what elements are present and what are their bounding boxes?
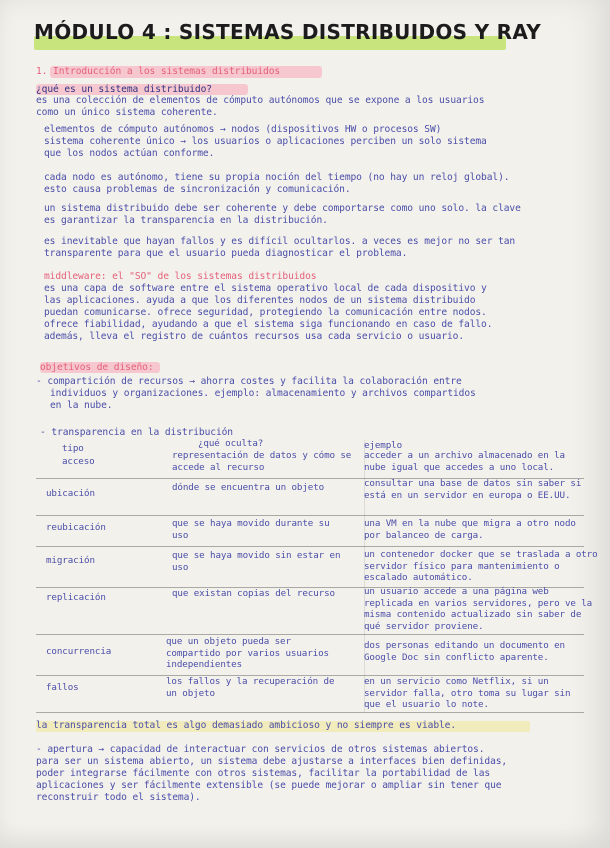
col-header-example: ejemplo [364, 440, 403, 451]
elements-line: sistema coherente único → los usuarios o aplicaciones perciben un solo sistema [44, 136, 487, 147]
table-rule [36, 634, 584, 635]
table-rule [36, 546, 584, 547]
row-hides: que existan copias del recurso [172, 588, 335, 599]
row-type: ubicación [46, 488, 95, 499]
col-header-hides: ¿qué oculta? [198, 438, 264, 449]
openness-line: aplicaciones y ser fácilmente extensible (se puede mejorar o ampliar sin tener que [36, 780, 502, 791]
elements-line: que los nodos actúan conforme. [44, 148, 215, 159]
col-header-type: tipo [62, 443, 84, 454]
row-example: un usuario accede a una página web replicada en varios servidores, pero ve la misma contenido actualizado sin saber de qué servidor proviene. [364, 586, 593, 632]
row-hides: que se haya movido sin estar en uso [172, 550, 341, 573]
row-example: un contenedor docker que se traslada a otro servidor físico para mantenimiento o escalado automático. [364, 549, 598, 583]
definition-line: como un único sistema coherente. [36, 107, 218, 118]
middleware-heading: middleware: el "SO" de los sistemas distribuidos [44, 271, 317, 282]
middleware-line: además, lleva el registro de cuántos recursos usa cada servicio o usuario. [44, 331, 465, 342]
definition-line: es una colección de elementos de cómputo autónomos que se expone a los usuarios [36, 95, 485, 106]
middleware-line: ofrece fiabilidad, ayudando a que el sistema siga funcionando en caso de fallo. [44, 319, 493, 330]
table-rule [36, 515, 584, 516]
openness-line: reconstruir todo el sistema). [36, 792, 201, 803]
row-hides: representación de datos y cómo se accede al recurso [172, 450, 352, 473]
sharing-line: individuos y organizaciones. ejemplo: almacenamiento y archivos compartidos [50, 388, 476, 399]
clock-line: cada nodo es autónomo, tiene su propia noción del tiempo (no hay un reloj global). [44, 172, 510, 183]
row-type: fallos [46, 682, 79, 693]
row-hides: que un objeto pueda ser compartido por varios usuarios independientes [166, 636, 329, 670]
openness-line: para ser un sistema abierto, un sistema debe ajustarse a interfaces bien definidas, [36, 756, 508, 767]
row-type: replicación [46, 592, 106, 603]
row-type: concurrencia [46, 646, 112, 657]
middleware-line: puedan comunicarse. ofrece seguridad, protegiendo la comunicación entre nodos. [44, 307, 487, 318]
failures-line: es inevitable que hayan fallos y es difícil ocultarlos. a veces es mejor no ser tan [44, 236, 516, 247]
sharing-line: en la nube. [50, 400, 113, 411]
row-type: acceso [62, 456, 95, 467]
row-example: una VM en la nube que migra a otro nodo por balanceo de carga. [364, 518, 576, 541]
sharing-line: - compartición de recursos → ahorra costes y facilita la colaboración entre [36, 376, 462, 387]
section-heading: 1. Introducción a los sistemas distribuidos [36, 66, 281, 77]
middleware-line: las aplicaciones. ayuda a que los diferentes nodos de un sistema distribuido [44, 295, 476, 306]
middleware-line: es una capa de software entre el sistema operativo local de cada dispositivo y [44, 283, 487, 294]
row-example: dos personas editando un documento en Google Doc sin conflicto aparente. [364, 640, 565, 663]
total-transparency-note: la transparencia total es algo demasiado ambicioso y no siempre es viable. [36, 720, 457, 731]
elements-line: elementos de cómputo autónomos → nodos (dispositivos HW o procesos SW) [44, 124, 442, 135]
row-example: consultar una base de datos sin saber si está en un servidor en europa o EE.UU. [364, 478, 582, 501]
question-heading: ¿qué es un sistema distribuido? [36, 84, 212, 95]
page-title: MÓDULO 4 : SISTEMAS DISTRIBUIDOS Y RAY [34, 20, 542, 44]
row-example: en un servicio como Netflix, si un servidor falla, otro toma su lugar sin que el usuario lo note. [364, 676, 571, 710]
transparency-heading: - transparencia en la distribución [40, 427, 233, 438]
row-type: reubicación [46, 522, 106, 533]
failures-line: transparente para que el usuario pueda diagnosticar el problema. [44, 248, 408, 259]
clock-line: esto causa problemas de sincronización y comunicación. [44, 184, 351, 195]
row-hides: que se haya movido durante su uso [172, 518, 330, 541]
row-type: migración [46, 555, 95, 566]
table-rule [36, 712, 584, 713]
coherent-line: es garantizar la transparencia en la distribución. [44, 215, 328, 226]
openness-line: poder integrarse fácilmente con otros sistemas, facilitar la portabilidad de las [36, 768, 491, 779]
openness-line: - apertura → capacidad de interactuar con servicios de otros sistemas abiertos. [36, 744, 485, 755]
row-hides: los fallos y la recuperación de un objeto [166, 676, 335, 699]
row-example: acceder a un archivo almacenado en la nube igual que accedes a uno local. [364, 450, 565, 473]
row-hides: dónde se encuentra un objeto [172, 482, 325, 493]
design-heading: objetivos de diseño: [40, 362, 154, 373]
coherent-line: un sistema distribuido debe ser coherente y debe comportarse como uno solo. la clave [44, 203, 521, 214]
